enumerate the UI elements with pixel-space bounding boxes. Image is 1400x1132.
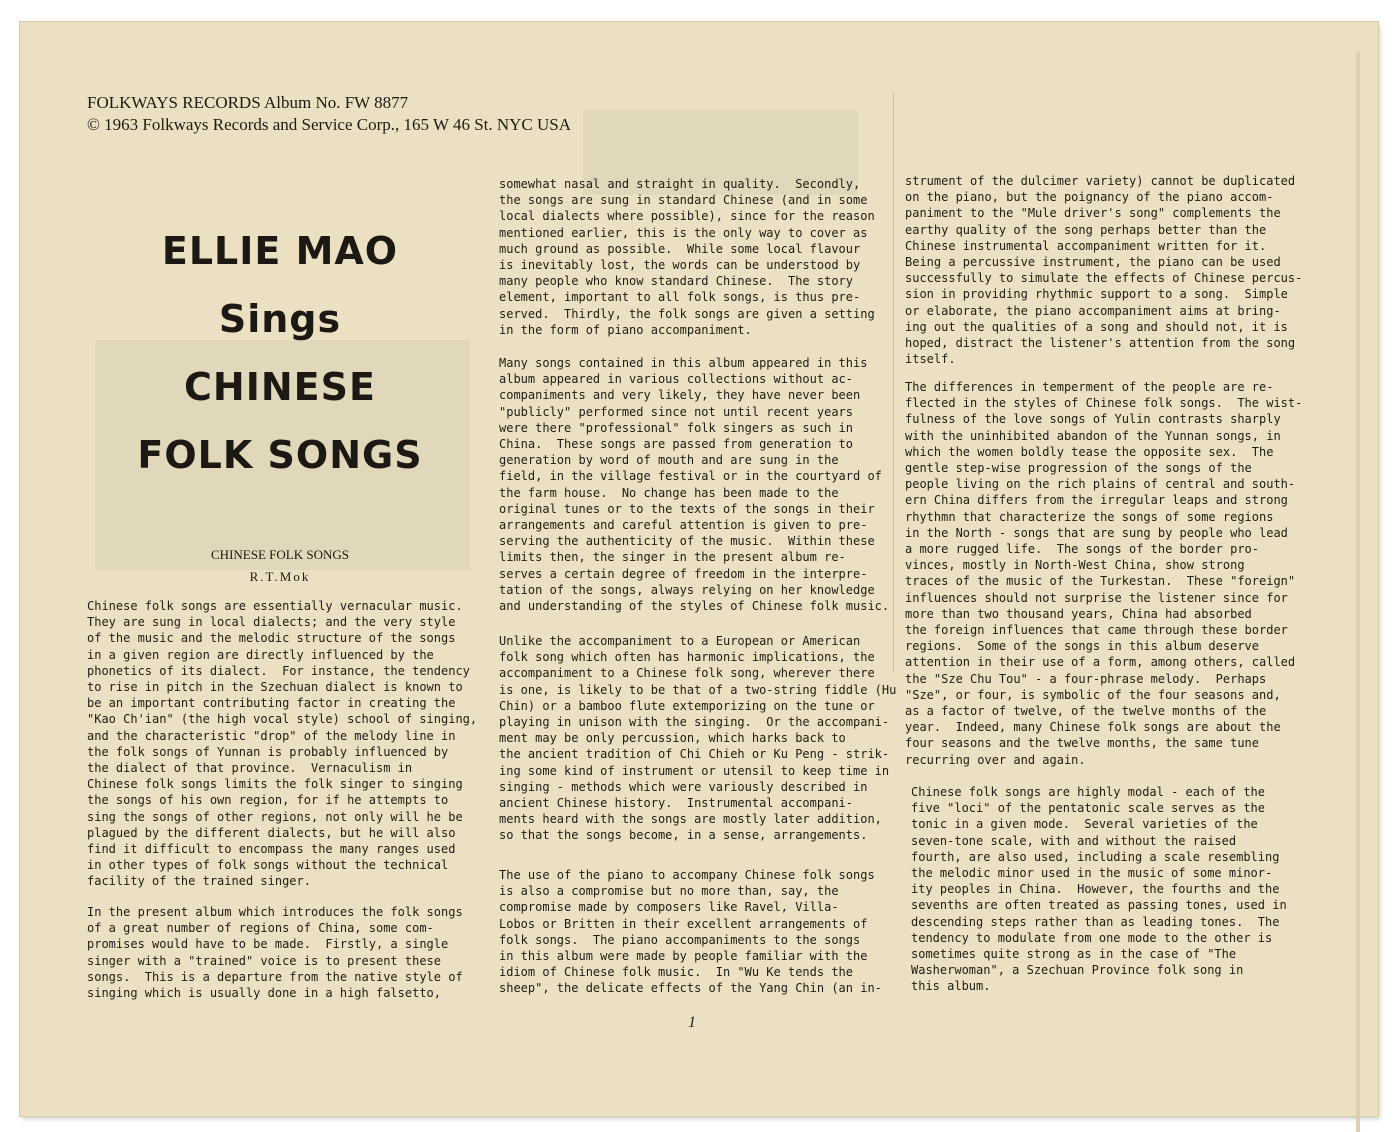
- paragraph: [911, 784, 1311, 995]
- text-line: companiments and very likely, they have never been: [499, 388, 861, 403]
- text-line: regions. Some of the songs in this album deserve: [905, 639, 1260, 654]
- text-line: Chinese instrumental accompaniment written for it.: [905, 238, 1267, 253]
- page-edge: [1356, 52, 1360, 1132]
- text-line: sheep", the delicate effects of the Yang Chin (an in-: [499, 981, 882, 996]
- text-line: were there "professional" folk singers as such in: [499, 420, 854, 435]
- text-line: folk songs. The piano accompaniments to the songs: [499, 932, 861, 947]
- text-line: Lobos or Britten in their excellent arrangements of: [499, 916, 868, 931]
- text-line: limits then, the singer in the present album re-: [499, 550, 846, 565]
- text-line: plagued by the different dialects, but he will also: [87, 825, 456, 840]
- text-line: ern China differs from the irregular leaps and strong: [905, 493, 1288, 508]
- text-line: singing - methods which were variously described in: [499, 779, 868, 794]
- text-line: album appeared in various collections without ac-: [499, 372, 854, 387]
- text-line: tation of the songs, always relying on her knowledge: [499, 582, 875, 597]
- text-line: tonic in a given mode. Several varieties of the: [911, 817, 1258, 832]
- text-line: be an important contributing factor in creating the: [87, 696, 456, 711]
- text-line: successfully to simulate the effects of Chinese percus-: [905, 271, 1303, 286]
- text-line: ing some kind of instrument or utensil to keep time in: [499, 763, 890, 778]
- text-line: is one, is likely to be that of a two-string fiddle (Hu: [499, 682, 897, 697]
- title-line: ELLIE MAO: [161, 229, 399, 273]
- text-line: "Kao Ch'ian" (the high vocal style) school of singing,: [87, 712, 478, 727]
- text-line: many people who know standard Chinese. The story: [499, 274, 854, 289]
- text-line: in a given region are directly influenced by the: [87, 647, 434, 662]
- text-line: the foreign influences that came through these border: [905, 623, 1288, 638]
- text-line: the melodic minor used in the music of some minor-: [911, 866, 1273, 881]
- album-number-line: FOLKWAYS RECORDS Album No. FW 8877: [87, 93, 409, 112]
- text-line: strument of the dulcimer variety) cannot be duplicated: [905, 174, 1296, 188]
- text-line: in other types of folk songs without the technical: [87, 858, 449, 873]
- text-line: accompaniment to a Chinese folk song, wherever there: [499, 666, 875, 681]
- text-line: serves a certain degree of freedom in the interpre-: [499, 566, 868, 581]
- text-line: promises would have to be made. Firstly, a single: [87, 937, 449, 952]
- text-line: tendency to modulate from one mode to the other is: [911, 930, 1273, 945]
- title-line: Sings: [218, 297, 342, 341]
- text-line: They are sung in local dialects; and the very style: [87, 615, 456, 630]
- text-line: sing the songs of other regions, not only will he be: [87, 809, 463, 824]
- text-line: original tunes or to the texts of the songs in their: [499, 501, 875, 516]
- text-line: folk song which often has harmonic implications, the: [499, 650, 875, 665]
- text-line: singer with a "trained" voice is to present these: [87, 953, 442, 968]
- paragraph: [87, 598, 478, 890]
- text-line: in the form of piano accompaniment.: [499, 322, 752, 337]
- text-line: vinces, mostly in North-West China, show strong: [905, 558, 1245, 573]
- paragraph: [499, 867, 899, 997]
- paragraph: [87, 904, 472, 1001]
- text-line: playing in unison with the singing. Or the accompani-: [499, 715, 890, 730]
- text-line: in the North - songs that are sung by people who lead: [905, 525, 1288, 540]
- text-line: ancient Chinese history. Instrumental accompani-: [499, 796, 854, 811]
- text-line: "Sze", or four, is symbolic of the four seasons and,: [905, 687, 1281, 702]
- text-line: or elaborate, the piano accompaniment aims at bring-: [905, 303, 1281, 318]
- text-line: the farm house. No change has been made to the: [499, 485, 839, 500]
- text-line: with the uninhibited abandon of the Yunnan songs, in: [905, 428, 1281, 443]
- text-line: mentioned earlier, this is the only way to cover as: [499, 225, 868, 240]
- article-author: R.T.Mok: [249, 569, 311, 584]
- text-line: phonetics of its dialect. For instance, the tendency: [87, 663, 470, 678]
- text-line: the songs are sung in standard Chinese (and in some: [499, 193, 868, 208]
- text-line: on the piano, but the poignancy of the piano accom-: [905, 190, 1274, 205]
- paragraph: [905, 379, 1305, 768]
- text-line: Chinese folk songs limits the folk singer to singing: [87, 777, 463, 792]
- text-line: is also a compromise but no more than, say, the: [499, 884, 839, 899]
- text-line: Chin) or a bamboo flute extemporizing on the tune or: [499, 698, 875, 713]
- text-line: as a factor of twelve, of the twelve months of the: [905, 704, 1267, 719]
- text-line: Many songs contained in this album appeared in this: [499, 356, 868, 370]
- text-line: ity peoples in China. However, the fourths and the: [911, 882, 1280, 897]
- text-line: compromise made by composers like Ravel, Villa-: [499, 900, 839, 915]
- text-line: in this album were made by people familiar with the: [499, 949, 868, 964]
- text-line: and understanding of the styles of Chinese folk music.: [499, 599, 890, 614]
- text-line: rhythmn that characterize the songs of some regions: [905, 509, 1274, 524]
- text-line: The use of the piano to accompany Chinese folk songs: [499, 868, 875, 882]
- text-line: local dialects where possible), since for the reason: [499, 209, 875, 224]
- text-line: find it difficult to encompass the many ranges used: [87, 842, 456, 857]
- text-line: gentle step-wise progression of the songs of the: [905, 461, 1252, 476]
- text-line: Chinese folk songs are essentially vernacular music.: [87, 599, 463, 613]
- page-number: 1: [688, 1014, 696, 1031]
- text-line: to rise in pitch in the Szechuan dialect is known to: [87, 680, 463, 695]
- text-line: people living on the rich plains of central and south-: [905, 477, 1296, 492]
- text-line: singing which is usually done in a high falsetto,: [87, 986, 442, 1001]
- text-line: fulness of the love songs of Yulin contrasts sharply: [905, 412, 1281, 427]
- text-line: sometimes quite strong as in the case of "The: [911, 947, 1237, 962]
- text-line: ment may be only percussion, which harks back to: [499, 731, 846, 746]
- text-line: a more rugged life. The songs of the border pro-: [905, 542, 1260, 557]
- publisher-header: [87, 92, 571, 136]
- text-line: and the characteristic "drop" of the melody line in: [87, 728, 456, 743]
- text-line: traces of the music of the Turkestan. These "foreign": [905, 574, 1296, 589]
- text-line: the dialect of that province. Vernaculism in: [87, 761, 413, 776]
- text-line: field, in the village festival or in the courtyard of: [499, 469, 882, 484]
- text-line: five "loci" of the pentatonic scale serves as the: [911, 801, 1266, 816]
- text-line: The differences in temperment of the people are re-: [905, 380, 1274, 394]
- text-line: sevenths are often treated as passing tones, used in: [911, 898, 1287, 913]
- text-line: element, important to all folk songs, is thus pre-: [499, 290, 861, 305]
- text-line: ments heard with the songs are mostly later addition,: [499, 812, 882, 827]
- text-line: songs. This is a departure from the native style of: [87, 969, 463, 984]
- paragraph: [499, 633, 899, 844]
- text-line: the "Sze Chu Tou" - a four-phrase melody. Perhaps: [905, 671, 1267, 686]
- text-line: ing out the qualities of a song and should not, it is: [905, 319, 1288, 334]
- text-line: idiom of Chinese folk music. In "Wu Ke tends the: [499, 965, 854, 980]
- text-line: Unlike the accompaniment to a European or American: [499, 634, 861, 648]
- text-line: "publicly" performed since not until recent years: [499, 404, 854, 419]
- text-line: influences should not surprise the listener since for: [905, 590, 1288, 605]
- text-line: so that the songs become, in a sense, arrangements.: [499, 828, 868, 843]
- text-line: seven-tone scale, with and without the raised: [911, 833, 1237, 848]
- text-line: Chinese folk songs are highly modal - each of the: [911, 785, 1266, 799]
- text-line: arrangements and careful attention is given to pre-: [499, 518, 868, 533]
- text-line: more than two thousand years, China had absorbed: [905, 606, 1252, 621]
- text-line: year. Indeed, many Chinese folk songs are about the: [905, 720, 1281, 735]
- text-line: hoped, distract the listener's attention from the song: [905, 336, 1296, 351]
- text-line: of the music and the melodic structure of the songs: [87, 631, 456, 646]
- text-line: earthy quality of the song perhaps better than the: [905, 222, 1267, 237]
- text-line: fourth, are also used, including a scale resembling: [911, 849, 1280, 864]
- text-line: recurring over and again.: [905, 752, 1086, 767]
- paragraph: [905, 173, 1305, 367]
- paragraph: [499, 176, 899, 338]
- text-line: somewhat nasal and straight in quality. Secondly,: [499, 177, 861, 191]
- text-line: is inevitably lost, the words can be understood by: [499, 258, 861, 273]
- text-line: facility of the trained singer.: [87, 874, 311, 889]
- text-line: Being a percussive instrument, the piano can be used: [905, 255, 1281, 270]
- text-line: the folk songs of Yunnan is probably influenced by: [87, 744, 449, 759]
- text-line: which the women boldly tease the opposite sex. The: [905, 444, 1274, 459]
- text-line: much ground as possible. While some local flavour: [499, 241, 861, 256]
- text-line: attention in their use of a form, among others, called: [905, 655, 1296, 670]
- paragraph: [499, 355, 899, 614]
- text-line: paniment to the "Mule driver's song" complements the: [905, 206, 1281, 221]
- text-line: served. Thirdly, the folk songs are given a setting: [499, 306, 875, 321]
- article-heading: CHINESE FOLK SONGS: [211, 547, 349, 562]
- title-line: CHINESE: [184, 365, 376, 409]
- text-line: the ancient tradition of Chi Chieh or Ku Peng - strik-: [499, 747, 890, 762]
- copyright-line: © 1963 Folkways Records and Service Corp., 165 W 46 St. NYC USA: [87, 115, 572, 134]
- album-title: [100, 222, 460, 494]
- text-line: China. These songs are passed from generation to: [499, 437, 854, 452]
- text-line: itself.: [905, 352, 956, 367]
- text-line: In the present album which introduces the folk songs: [87, 905, 463, 919]
- text-line: serving the authenticity of the music. Within these: [499, 534, 875, 549]
- text-line: generation by word of mouth and are sung in the: [499, 453, 839, 468]
- text-line: the songs of his own region, for if he attempts to: [87, 793, 449, 808]
- text-line: four seasons and the twelve months, the same tune: [905, 736, 1260, 751]
- title-line: FOLK SONGS: [137, 433, 423, 477]
- text-line: flected in the styles of Chinese folk songs. The wist-: [905, 396, 1303, 411]
- text-line: sion in providing rhythmic support to a song. Simple: [905, 287, 1288, 302]
- text-line: Washerwoman", a Szechuan Province folk song in: [911, 963, 1244, 978]
- text-line: of a great number of regions of China, some com-: [87, 921, 434, 936]
- text-line: descending steps rather than as leading tones. The: [911, 914, 1280, 929]
- text-line: this album.: [911, 979, 991, 994]
